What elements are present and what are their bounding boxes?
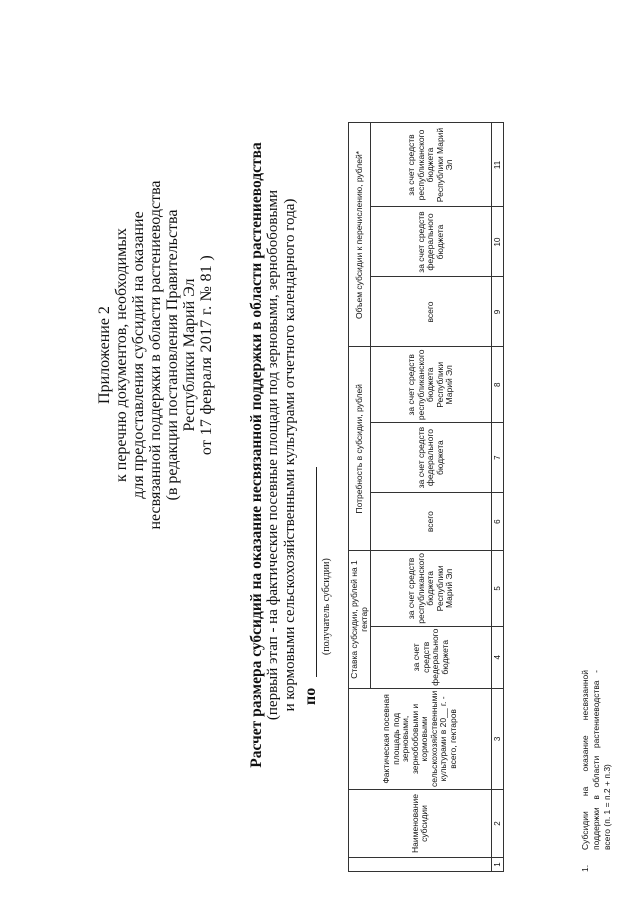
title-main: Расчет размера субсидий на оказание несвязанной поддержки в области растениеводства [248, 142, 265, 768]
appendix-header [96, 0, 215, 755]
header-group-need: Потребность в субсидии, рублей [349, 347, 371, 551]
column-number: 8 [492, 347, 504, 423]
recipient-caption: (получатель субсидии) [321, 558, 332, 655]
subsidy-table [348, 123, 504, 873]
appendix-line: к перечню документов, необходимых [113, 228, 130, 483]
header-cell-federal: за счет средств федерального бюджета [371, 207, 492, 277]
appendix-line: для предоставления субсидий на оказание [130, 211, 147, 499]
header-cell-federal: за счет средств федерального бюджета [371, 423, 492, 493]
column-number: 2 [492, 790, 504, 858]
appendix-line: Республики Марий Эл [181, 278, 198, 432]
header-cell-total: всего [371, 277, 492, 347]
recipient-blank-line [316, 467, 317, 677]
row-label: Субсидии на оказание несвязанной поддержки в области растениеводства - всего (п. 1 = п.2 + п.3) [580, 670, 612, 850]
title-sub: (первый этап - на фактические посевные площади под зерновыми, зернобобовыми [265, 189, 281, 721]
column-number: 5 [492, 551, 504, 627]
header-cell-republican: за счет средств республиканского бюджета Республики Марий Эл [371, 551, 492, 627]
header-cell-republican: за счет средств республиканского бюджета Республики Марий Эл [371, 347, 492, 423]
header-cell-total: всего [371, 493, 492, 551]
header-cell-republican: за счет средств республиканского бюджета Республики Марий Эл [371, 123, 492, 207]
header-cell-federal: за счет средств федерального бюджета [371, 626, 492, 688]
column-number: 3 [492, 688, 504, 789]
header-cell-name: Наименование субсидии [349, 790, 492, 858]
title-sub: и кормовыми сельскохозяйственными культурами отчетного календарного года) [282, 198, 298, 712]
header-cell-index [349, 858, 492, 872]
appendix-line: (в редакции постановления Правительства [164, 209, 181, 501]
document-title [248, 65, 299, 845]
appendix-line: несвязанной поддержки в области растениеводства [147, 180, 164, 530]
appendix-date-line: от 17 февраля 2017 г. № 81 ) [198, 254, 215, 456]
column-number: 6 [492, 493, 504, 551]
appendix-title: Приложение 2 [96, 306, 113, 404]
column-number: 11 [492, 123, 504, 207]
header-group-volume: Объем субсидии к перечислению, рублей* [349, 123, 371, 347]
column-number: 10 [492, 207, 504, 277]
header-group-rate: Ставка субсидии, рублей на 1 гектар [349, 551, 371, 689]
recipient-prefix: по [302, 687, 319, 705]
column-number: 7 [492, 423, 504, 493]
column-number: 4 [492, 626, 504, 688]
row-number: 1. [580, 864, 590, 872]
header-cell-area: Фактическая посевная площадь под зерновыми, зернобобовыми и кормовыми сельскохозяйственными культурами в 20__ г. - всего, гектаров [349, 688, 492, 789]
column-number: 1 [492, 858, 504, 872]
column-number: 9 [492, 277, 504, 347]
